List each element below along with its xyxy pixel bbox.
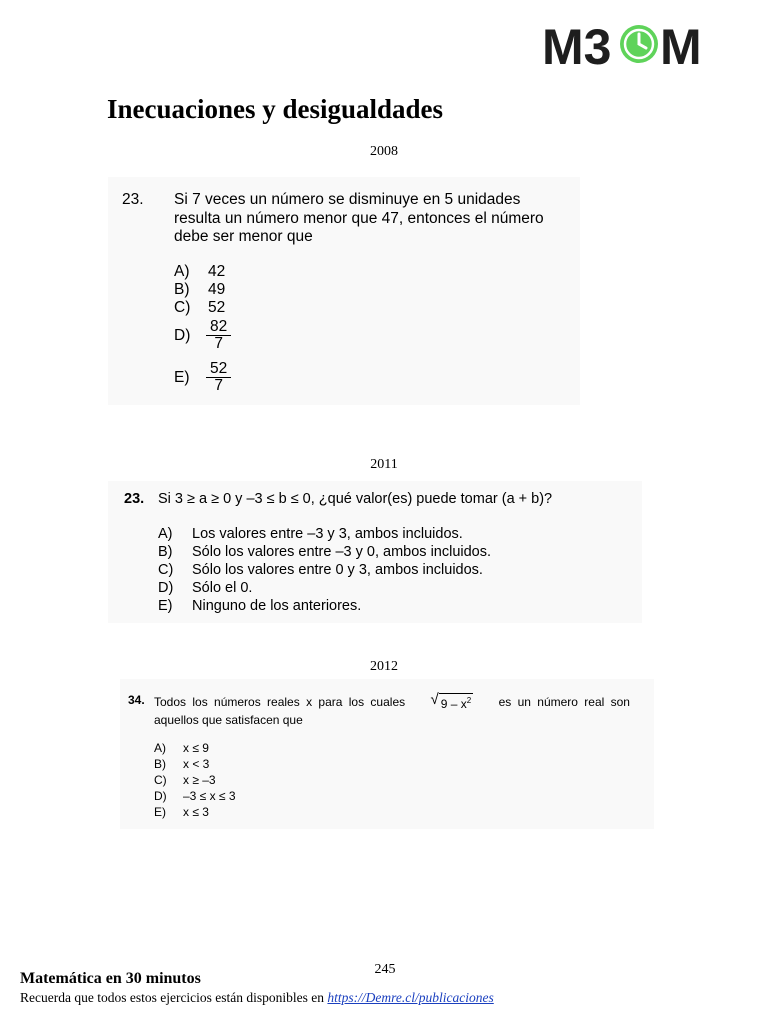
option-letter: A) <box>174 263 190 280</box>
year-label-2012: 2012 <box>370 659 398 674</box>
option-value: Los valores entre –3 y 3, ambos incluidos. <box>192 526 463 542</box>
logo-text-right: M <box>660 20 702 68</box>
option-b <box>158 544 491 560</box>
option-value: –3 ≤ x ≤ 3 <box>183 789 236 803</box>
footer-link[interactable]: https://Demre.cl/publicaciones <box>327 990 494 1005</box>
option-value: 42 <box>208 263 226 280</box>
radicand-text: 9 – x <box>440 697 467 711</box>
question-text <box>174 191 564 247</box>
fraction <box>208 319 229 353</box>
option-letter: B) <box>158 544 173 560</box>
option-value: Sólo el 0. <box>192 580 253 596</box>
option-value: Sólo los valores entre 0 y 3, ambos incluidos. <box>192 562 483 578</box>
question-box-2008 <box>108 177 580 405</box>
question-text <box>154 693 630 729</box>
option-a <box>154 741 209 755</box>
numerator: 82 <box>210 318 228 335</box>
option-c <box>158 562 483 578</box>
numerator: 52 <box>210 360 228 377</box>
question-line: aquellos que satisfacen que <box>154 713 303 727</box>
option-value: Ninguno de los anteriores. <box>192 598 362 614</box>
page-number: 245 <box>374 962 396 977</box>
logo-text-left: M3 <box>542 20 612 68</box>
question-number: 34. <box>128 693 145 707</box>
option-value: x ≥ –3 <box>183 773 216 787</box>
option-letter: B) <box>154 757 166 771</box>
denominator: 7 <box>214 335 223 353</box>
denominator: 7 <box>214 377 223 395</box>
radicand <box>439 693 473 711</box>
option-letter: A) <box>158 526 173 542</box>
option-d <box>154 789 236 803</box>
option-value: x ≤ 3 <box>183 805 209 819</box>
option-letter: D) <box>174 326 191 344</box>
option-d <box>158 580 252 596</box>
square-root <box>431 693 474 711</box>
question-line: debe ser menor que <box>174 228 313 245</box>
option-letter: C) <box>154 773 167 787</box>
option-value: Sólo los valores entre –3 y 0, ambos incluidos. <box>192 544 492 560</box>
exponent: 2 <box>466 696 472 705</box>
option-d <box>174 319 229 353</box>
footer-title: Matemática en 30 minutos <box>20 970 201 987</box>
option-letter: D) <box>158 580 174 596</box>
question-line: resulta un número menor que 47, entonces el número <box>174 209 544 227</box>
option-value: 49 <box>208 281 226 298</box>
option-b <box>154 757 209 771</box>
logo-graphic <box>542 20 714 68</box>
question-line <box>154 693 630 711</box>
option-e <box>158 598 361 614</box>
option-letter: E) <box>158 598 173 614</box>
option-letter: B) <box>174 281 190 298</box>
option-b <box>174 281 225 299</box>
footer-text <box>20 990 494 1006</box>
question-box-2011 <box>108 481 642 623</box>
year-label-2008: 2008 <box>370 144 398 159</box>
option-letter: A) <box>154 741 166 755</box>
question-text: Si 3 ≥ a ≥ 0 y –3 ≤ b ≤ 0, ¿qué valor(es) puede tomar (a + b)? <box>158 491 553 507</box>
footer-text-content: Recuerda que todos estos ejercicios están disponibles en <box>20 990 328 1005</box>
option-e <box>154 805 209 819</box>
question-number: 23. <box>122 191 144 208</box>
question-line: Si 7 veces un número se disminuye en 5 unidades <box>174 191 521 208</box>
question-box-2012 <box>120 679 654 829</box>
option-value: x ≤ 9 <box>183 741 209 755</box>
question-part: es un número real son <box>498 695 630 709</box>
option-letter: E) <box>154 805 166 819</box>
option-value: x < 3 <box>183 757 210 771</box>
radical-sign: √ <box>430 691 439 708</box>
option-a <box>174 263 225 281</box>
option-e <box>174 361 229 395</box>
option-a <box>158 526 463 542</box>
option-c <box>154 773 216 787</box>
option-value: 52 <box>208 299 226 316</box>
option-letter: E) <box>174 368 190 386</box>
option-letter: D) <box>154 789 167 803</box>
option-c <box>174 299 225 317</box>
fraction <box>208 361 229 395</box>
year-label-2011: 2011 <box>370 457 398 472</box>
m30m-logo <box>542 20 714 68</box>
option-letter: C) <box>158 562 174 578</box>
question-part: Todos los números reales x para los cuales <box>154 695 406 709</box>
question-number: 23. <box>124 491 145 507</box>
page-title: Inecuaciones y desigualdades <box>107 94 444 124</box>
option-letter: C) <box>174 299 191 316</box>
